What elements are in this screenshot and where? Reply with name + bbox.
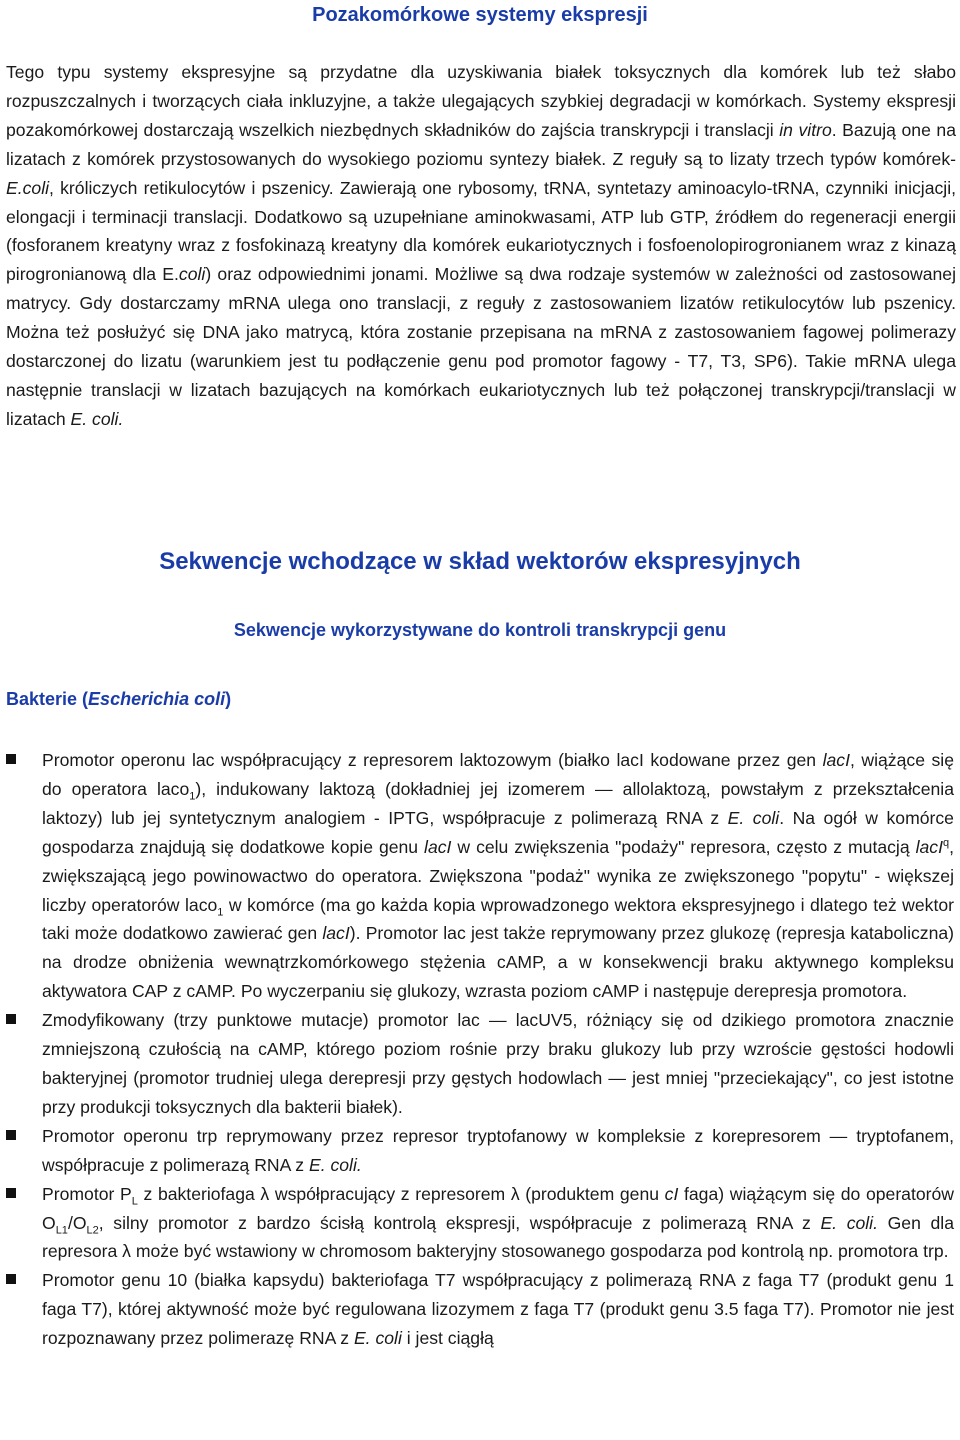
italic-run: cI xyxy=(664,1183,679,1204)
square-bullet-icon xyxy=(6,1188,16,1198)
italic-run: lacI xyxy=(822,750,850,770)
text-run: , króliczych retikulocytów i pszenicy. Zawierają one rybosomy, tRNA, syntetazy aminoacylo-tRNA, czynniki inicjacji, elongacji i terminacji translacji. Dodatkowo są uzupełniane aminokwasami, ATP lub GTP, źródłem do regeneracji energii (fosforanem kreatyny wraz z fosfokinazą kreatyny dla komórek eukariotycznych i fosfoenolopirogronianem wraz z kinazą pirogronianową dla E. xyxy=(6,177,956,285)
text-run: ), indukowany laktozą (dokładniej jej izomerem — allolaktozą, powstałym z przekształcenia laktozy) lub jej syntetycznym analogiem - IPTG, współpracuje z polimerazą RNA z xyxy=(42,778,954,828)
square-bullet-icon xyxy=(6,1130,16,1140)
text-run: ) oraz odpowiednimi jonami. Możliwe są dwa rodzaje systemów w zależności od zastosowanej matrycy. Gdy dostarczamy mRNA ulega ono translacji, z reguły z zastosowaniem lizatów retikulocytów lub pszenicy. Można też posłużyć się DNA jako matrycą, która zostanie przepisana na mRNA z zastosowaniem fagowej polimerazy dostarczonej do lizatu (warunkiem jest tu podłączenie genu pod promotor fagowy - T7, T3, SP6). Takie mRNA ulega następnie translacji w lizatach bazujących na komórkach eukariotycznych lub też połączonej transkrypcji/translacji w lizatach xyxy=(6,264,956,429)
promoter-list xyxy=(0,746,960,1353)
text-run: Bakterie ( xyxy=(6,689,89,709)
italic-run: E. coli. xyxy=(820,1212,878,1233)
subscript: 1 xyxy=(217,906,224,919)
list-item xyxy=(0,1180,960,1267)
text-run: w komórce (ma go każda kopia wprowadzonego wektora ekspresyjnego i dlatego też wektor taki może dodatkowo zawierać gen xyxy=(42,894,954,944)
text-run: Promotor operonu trp reprymowany przez represor tryptofanowy w kompleksie z korepresorem — tryptofanem, współpracuje z polimerazą RNA z xyxy=(42,1125,954,1175)
italic-run: E. coli xyxy=(353,1328,402,1349)
italic-run: E. coli. xyxy=(70,408,124,429)
list-item xyxy=(0,1266,960,1353)
heading-expression-vectors: Sekwencje wchodzące w skład wektorów ekspresyjnych xyxy=(159,548,801,575)
square-bullet-icon xyxy=(6,1274,16,1284)
text-run: Zmodyfikowany (trzy punktowe mutacje) promotor lac — lacUV5, różniący się od dzikiego promotora znacznie zmniejszoną czułością na cAMP, którego poziom rośnie przy braku glukozy lub przy wzroście gęstości hodowli bakteryjnej (promotor trudniej ulega derepresji przy gęstych hodowlach — jest mniej "przeciekający", co jest istotne przy produkcji toksycznych dla bakterii białek). xyxy=(42,1010,954,1117)
text-run: . Na ogół w komórce gospodarza znajdują się dodatkowe kopie genu xyxy=(42,807,954,857)
italic-run: lacI xyxy=(424,836,452,857)
italic-run: E. coli. xyxy=(308,1154,362,1175)
text-run: /O xyxy=(67,1212,87,1233)
square-bullet-icon xyxy=(6,1014,16,1024)
text-run: Promotor operonu lac współpracujący z represorem laktozowym (białko lacI kodowane przez gen xyxy=(42,750,823,770)
italic-run: Escherichia coli xyxy=(88,689,226,709)
square-bullet-icon xyxy=(6,754,16,764)
list-item xyxy=(0,1122,960,1180)
italic-run: E. coli xyxy=(727,807,780,828)
italic-run: lacI xyxy=(322,923,350,944)
superscript: q xyxy=(942,836,950,849)
section-title: Pozakomórkowe systemy ekspresji xyxy=(312,4,648,26)
text-run: Promotor P xyxy=(42,1183,132,1204)
subscript: L1 xyxy=(55,1224,68,1237)
text-run: , silny promotor z bardzo ścisłą kontrolą ekspresji, współpracuje z polimerazą RNA z xyxy=(98,1212,821,1233)
text-run: z bakteriofaga λ współpracujący z represorem λ (produktem genu xyxy=(137,1183,665,1204)
text-run: , zwiększającą jego powinowactwo do operatora. Zwiększona "podaż" wynika ze zwiększonego "popytu" - większej liczby operatorów laco xyxy=(42,836,954,915)
text-run: w celu zwiększenia "podaży" represora, często z mutacją xyxy=(451,836,916,857)
list-item xyxy=(0,746,960,1006)
italic-run: coli xyxy=(178,264,206,285)
list-item xyxy=(0,1006,960,1122)
subscript: L2 xyxy=(86,1224,99,1237)
text-run: ) xyxy=(225,689,232,709)
heading-bacteria xyxy=(6,689,231,710)
text-run: Tego typu systemy ekspresyjne są przydatne dla uzyskiwania białek toksycznych dla komórek lub też słabo rozpuszczalnych i tworzących ciała inkluzyjne, a także ulegających szybkiej degradacji w komórkach. Systemy ekspresji pozakomórkowej dostarczają wszelkich niezbędnych składników do zajścia transkrypcji i translacji xyxy=(6,62,956,140)
subscript: 1 xyxy=(189,790,196,803)
italic-run: E.coli xyxy=(6,177,50,198)
italic-run: lacI xyxy=(915,836,943,857)
intro-paragraph xyxy=(6,58,956,434)
text-run: faga) wiążącym się do operatorów O xyxy=(42,1183,954,1233)
text-run: ). Promotor lac jest także reprymowany przez glukozę (represja kataboliczna) na drodze obniżenia wewnątrzkomórkowego stężenia cAMP, a w konsekwencji braku aktywnego kompleksu aktywatora CAP z cAMP. Po wyczerpaniu się glukozy, wzrasta poziom cAMP i następuje derepresja promotora. xyxy=(42,923,955,1002)
text-run: , wiążące się do operatora laco xyxy=(42,750,955,799)
text-run: . Bazują one na lizatach z komórek przystosowanych do wysokiego poziomu syntezy białek. Z reguły są to lizaty trzech typów komórek- xyxy=(6,119,956,169)
text-run: Gen dla represora λ może być wstawiony w chromosom bakteryjny stosowanego gospodarza pod kontrolą np. promotora trp. xyxy=(42,1212,954,1262)
subscript: L xyxy=(131,1195,138,1208)
heading-transcription-control: Sekwencje wykorzystywane do kontroli transkrypcji genu xyxy=(233,620,727,640)
text-run: i jest ciągłą xyxy=(401,1328,494,1349)
text-run: Promotor genu 10 (białka kapsydu) bakteriofaga T7 współpracujący z polimerazą RNA z faga T7 (produkt genu 1 faga T7), której aktywność może być regulowana lizozymem z faga T7 (produkt genu 3.5 faga T7). Promotor nie jest rozpoznawany przez polimerazę RNA z xyxy=(42,1270,954,1349)
italic-run: in vitro xyxy=(779,119,832,140)
